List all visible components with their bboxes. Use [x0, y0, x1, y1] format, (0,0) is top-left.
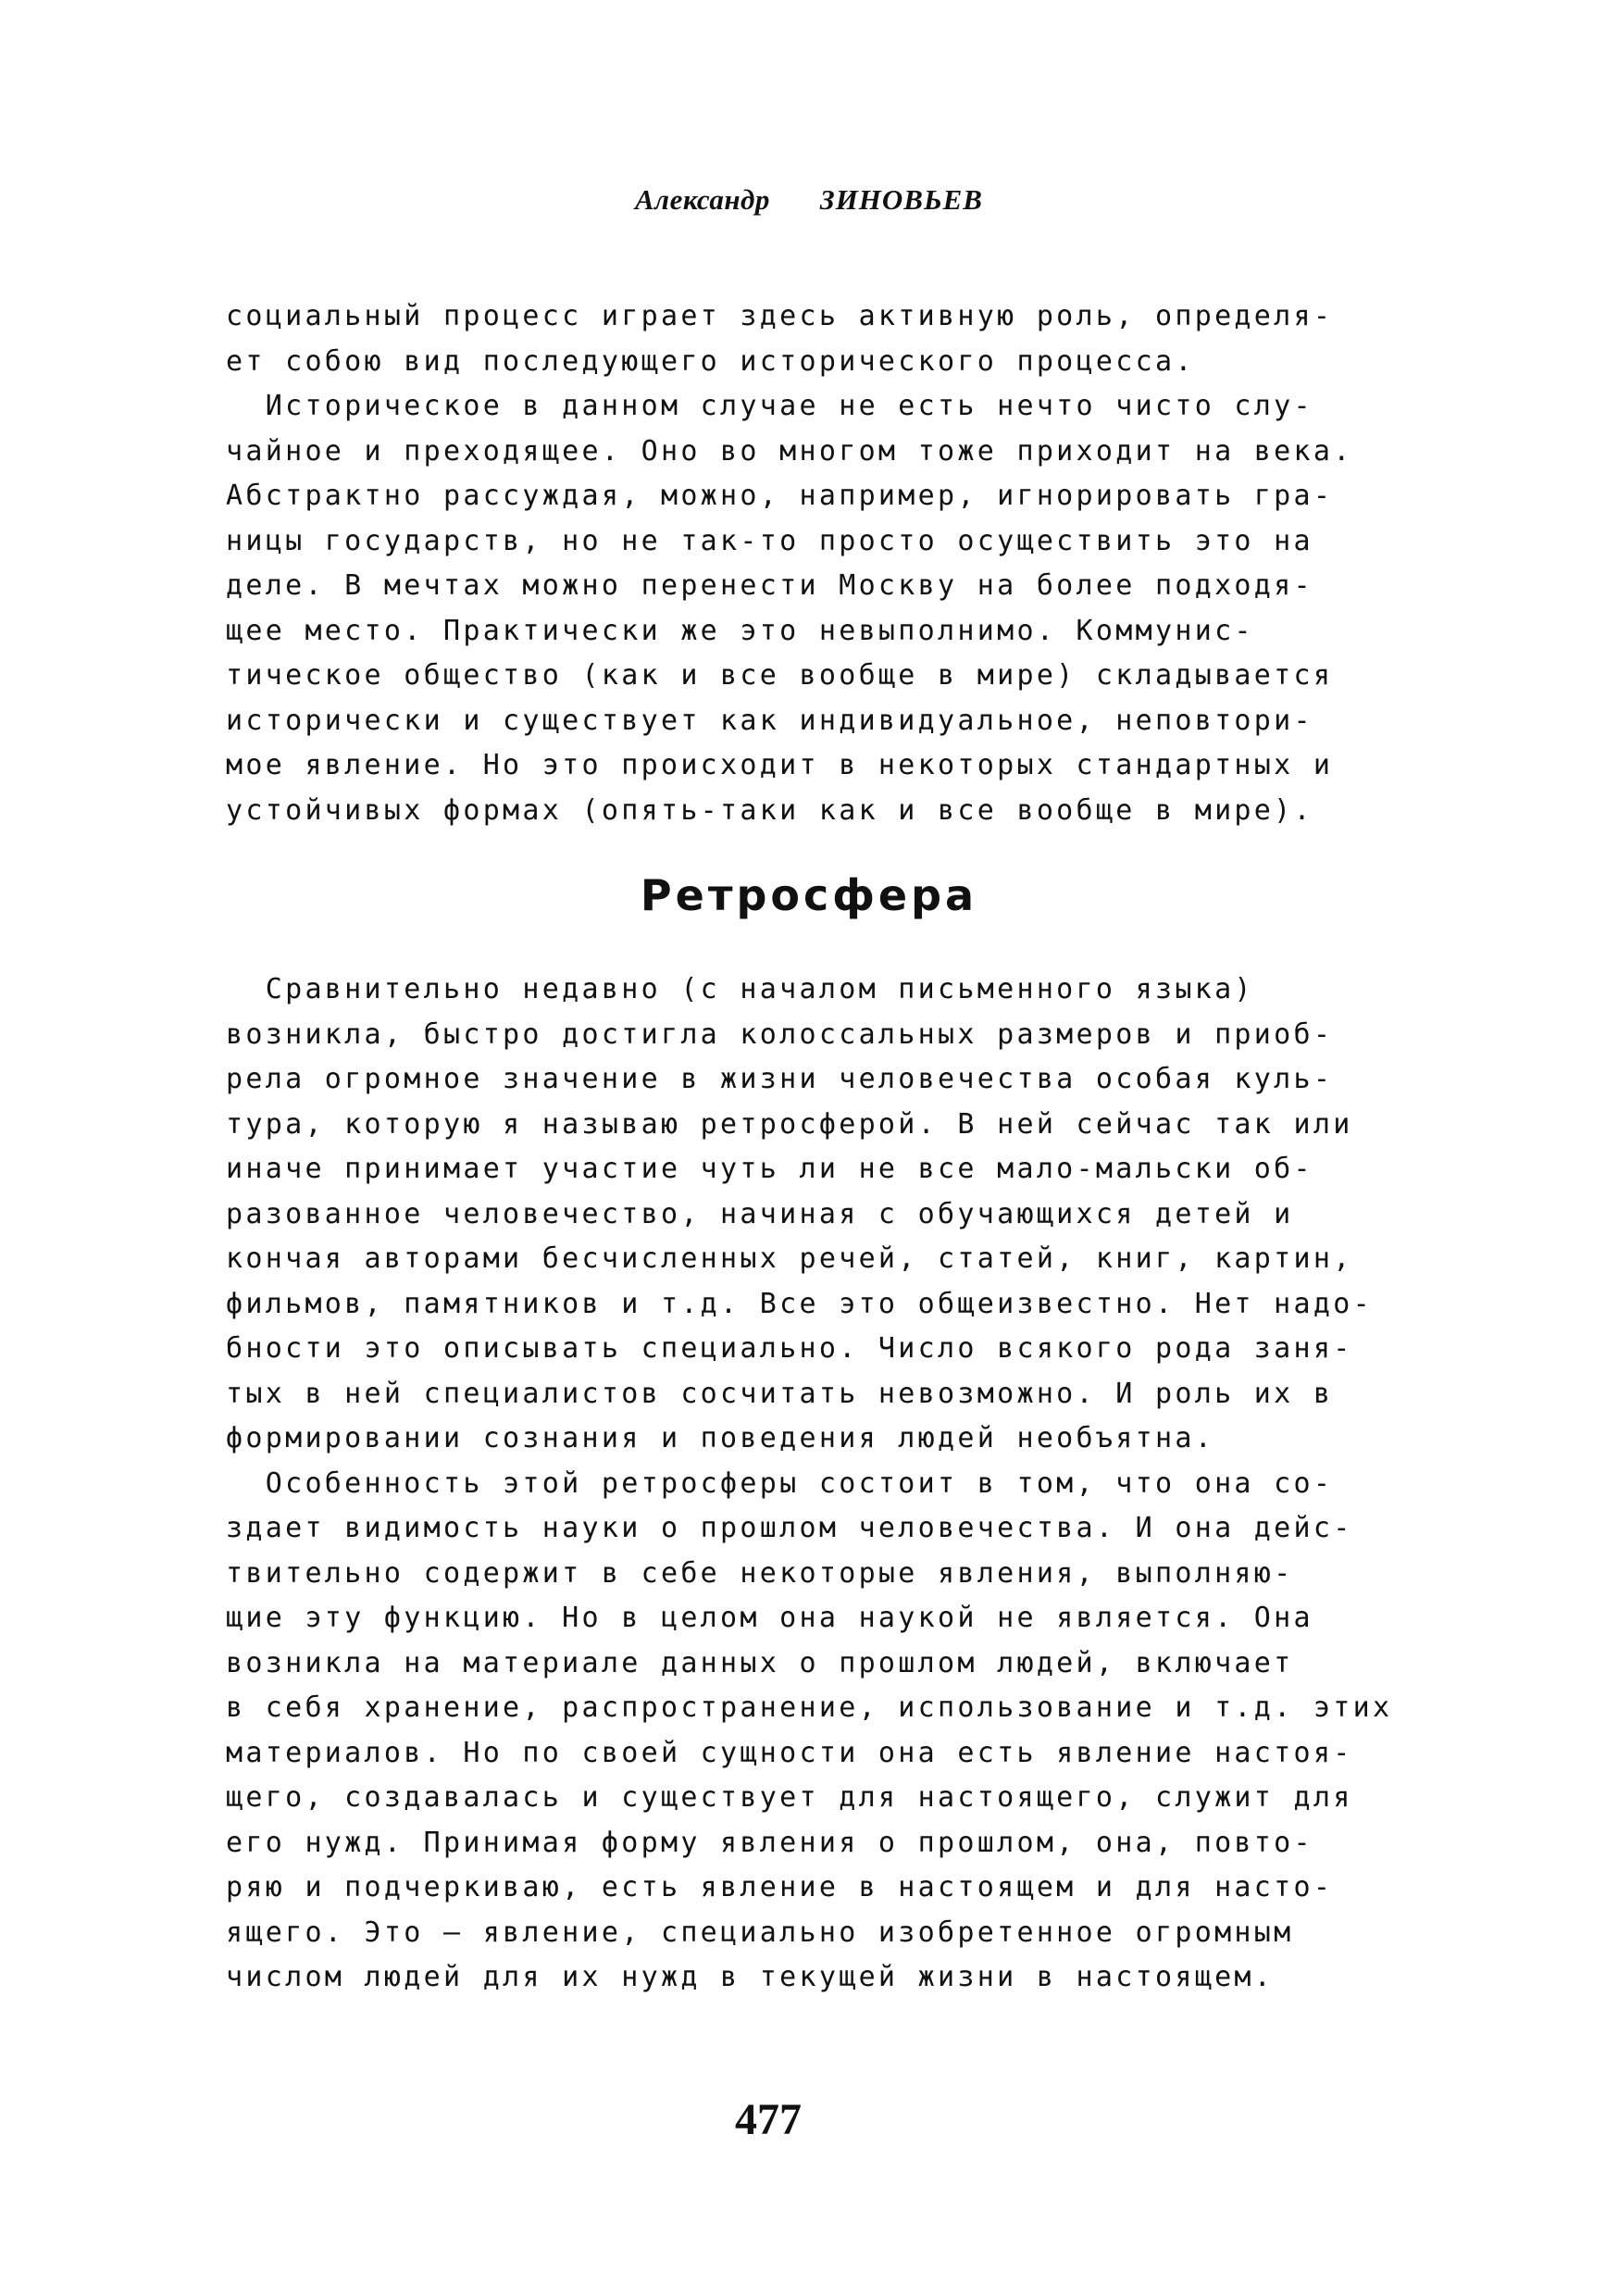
text-line: Историческое в данном случае не есть нечто чисто слу- — [226, 390, 1313, 422]
text-block-continuation — [226, 294, 1353, 833]
text-line: щего, создавалась и существует для настоящего, служит для — [226, 1781, 1353, 1814]
page-number: 477 — [735, 2095, 802, 2144]
text-line: рела огромное значение в жизни человечества особая куль- — [226, 1063, 1334, 1095]
text-line: кончая авторами бесчисленных речей, статей, книг, картин, — [226, 1242, 1353, 1275]
text-line: ницы государств, но не так-то просто осуществить это на — [226, 524, 1313, 557]
author-first-name: Александр — [634, 183, 770, 216]
text-line: иначе принимает участие чуть ли не все мало-мальски об- — [226, 1153, 1313, 1185]
text-line: в себя хранение, распространение, использование и т.д. этих — [226, 1691, 1393, 1724]
text-line: бности это описывать специально. Число всякого рода заня- — [226, 1332, 1353, 1365]
text-line: Особенность этой ретросферы состоит в том, что она со- — [226, 1466, 1334, 1500]
text-line: разованное человечество, начиная с обучающихся детей и — [226, 1197, 1294, 1230]
text-line: щее место. Практически же это невыполнимо. Коммунис- — [226, 614, 1254, 647]
text-line: исторически и существует как индивидуальное, неповтори- — [226, 704, 1313, 737]
text-line: деле. В мечтах можно перенести Москву на более подходя- — [226, 569, 1313, 602]
section-heading: Ретросфера — [640, 870, 978, 920]
text-line: мое явление. Но это происходит в некоторых стандартных и — [226, 749, 1334, 781]
text-line: возникла, быстро достигла колоссальных размеров и приоб- — [226, 1017, 1334, 1051]
text-line: формировании сознания и поведения людей необъятна. — [226, 1422, 1215, 1454]
author-last-name: ЗИНОВЬЕВ — [819, 183, 983, 216]
text-line: здает видимость науки о прошлом человечества. И она дейс- — [226, 1512, 1353, 1544]
text-line: Абстрактно рассуждая, можно, например, игнорировать гра- — [226, 480, 1334, 512]
running-head — [0, 183, 1618, 217]
text-line: Сравнительно недавно (с началом письменного языка) — [226, 973, 1254, 1005]
text-block-retrosphere — [226, 967, 1393, 2001]
text-line: чайное и преходящее. Оно во многом тоже приходит на века. — [226, 434, 1353, 468]
text-line: тых в ней специалистов сосчитать невозможно. И роль их в — [226, 1377, 1334, 1410]
text-line: ряю и подчеркиваю, есть явление в настоящем и для насто- — [226, 1871, 1334, 1903]
text-line: ет собою вид последующего исторического процесса. — [226, 344, 1195, 378]
text-line: тура, которую я называю ретросферой. В ней сейчас так или — [226, 1107, 1353, 1141]
text-line: фильмов, памятников и т.д. Все это общеизвестно. Нет надо- — [226, 1287, 1373, 1320]
text-line: щие эту функцию. Но в целом она наукой не является. Она — [226, 1602, 1313, 1634]
text-line: ящего. Это — явление, специально изобретенное огромным — [226, 1915, 1294, 1949]
text-line: материалов. Но по своей сущности она есть явление настоя- — [226, 1736, 1353, 1769]
text-line: возникла на материале данных о прошлом людей, включает — [226, 1646, 1294, 1679]
text-line: его нужд. Принимая форму явления о прошлом, она, повто- — [226, 1826, 1313, 1859]
text-line: тическое общество (как и все вообще в мире) складывается — [226, 659, 1334, 692]
text-line: твительно содержит в себе некоторые явления, выполняю- — [226, 1556, 1294, 1590]
text-line: социальный процесс играет здесь активную роль, определя- — [226, 300, 1334, 332]
text-line: устойчивых формах (опять-таки как и все вообще в мире). — [226, 793, 1313, 827]
text-line: числом людей для их нужд в текущей жизни в настоящем. — [226, 1961, 1275, 1993]
